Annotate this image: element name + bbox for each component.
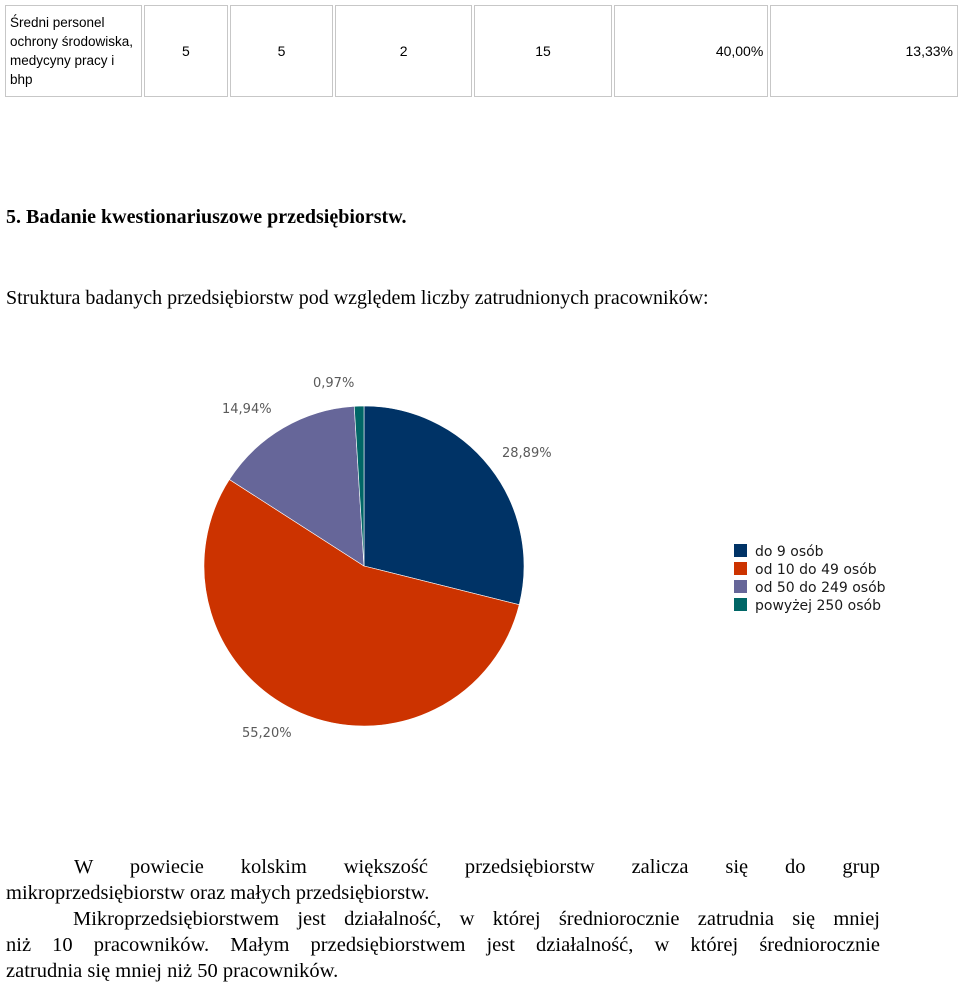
paragraph-line: mikroprzedsiębiorstw oraz małych przedsiębiorstw. [6,882,430,904]
table-cell-category: Średni personel ochrony środowiska, medycyny pracy i bhp [5,5,142,97]
paragraph-line: zatrudnia się mniej niż 50 pracowników. [6,960,339,982]
legend-label: powyżej 250 osób [755,598,881,614]
slice-data-label: 14,94% [222,402,272,417]
legend-swatch [734,562,747,575]
legend-label: od 10 do 49 osób [755,562,877,578]
table-cell: 13,33% [770,5,958,97]
paragraph [6,906,880,984]
legend-label: do 9 osób [755,544,824,560]
paragraph-line: W powiecie kolskim większość przedsiębiorstw zalicza się do grup [74,856,880,878]
legend-swatch [734,598,747,611]
table-row [5,5,958,97]
table-cell: 5 [230,5,333,97]
data-table [3,3,960,99]
legend-swatch [734,580,747,593]
paragraph [6,854,880,906]
legend-label: od 50 do 249 osób [755,580,886,596]
pie-slices [204,406,524,726]
slice-data-label: 55,20% [242,726,292,741]
paragraph-line: niż 10 pracowników. Małym przedsiębiorstwem jest działalność, w której średniorocznie [6,934,880,956]
section-heading: 5. Badanie kwestionariuszowe przedsiębiorstw. [6,206,407,228]
table-cell: 2 [335,5,472,97]
legend-swatch [734,544,747,557]
table-cell: 5 [144,5,228,97]
chart-intro-text: Struktura badanych przedsiębiorstw pod względem liczby zatrudnionych pracowników: [6,287,709,309]
table-cell: 40,00% [614,5,768,97]
chart-legend [734,544,886,614]
table-cell: 15 [474,5,612,97]
pie-chart [190,360,920,760]
slice-data-label: 28,89% [502,446,552,461]
slice-data-label: 0,97% [313,376,355,391]
paragraph-line: Mikroprzedsiębiorstwem jest działalność, w której średniorocznie zatrudnia się mniej [73,908,880,930]
